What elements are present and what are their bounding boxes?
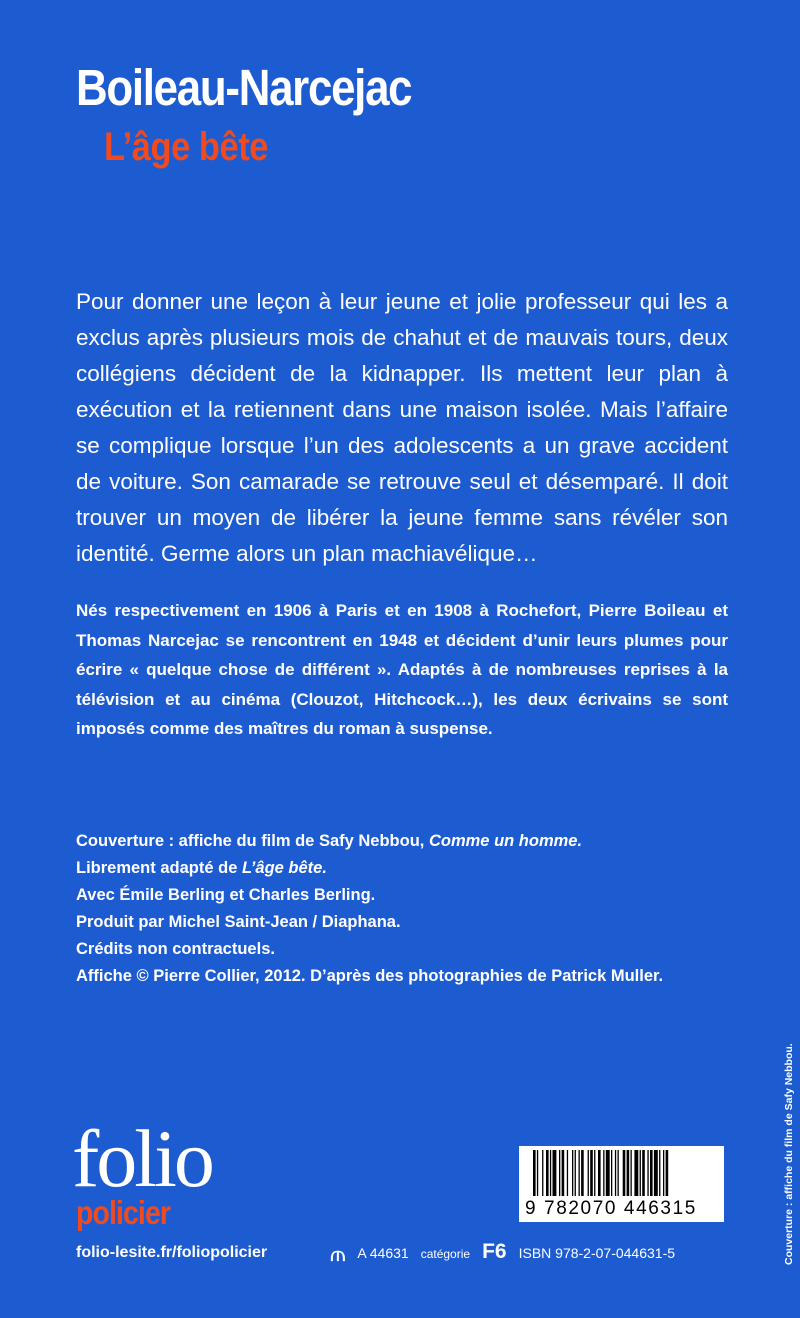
barcode-bar (553, 1150, 557, 1196)
gallimard-publisher-icon: ⫙ (330, 1241, 346, 1266)
barcode-bar (666, 1150, 669, 1196)
barcode-bar (542, 1150, 543, 1196)
adapted-title: L’âge bête. (241, 859, 327, 877)
barcode-bar (627, 1150, 630, 1196)
barcode-bar (650, 1150, 653, 1196)
barcode-bar (654, 1150, 658, 1196)
barcode-bar (642, 1150, 645, 1196)
category-code: F6 (482, 1240, 507, 1263)
credit-line-disclaimer: Crédits non contractuels. (76, 940, 275, 958)
barcode-bar (575, 1150, 576, 1196)
barcode-bar (550, 1150, 551, 1196)
barcode-bar (659, 1150, 660, 1196)
credit-line-producer: Produit par Michel Saint-Jean / Diaphana. (76, 913, 401, 931)
collection-logo: policier (76, 1194, 171, 1231)
film-title: Comme un homme. (428, 832, 583, 850)
barcode-bar (647, 1150, 648, 1196)
barcode-bar (634, 1150, 638, 1196)
barcode-bar (581, 1150, 584, 1196)
barcode-bar (579, 1150, 580, 1196)
barcode-bar (588, 1150, 589, 1196)
credit-line-poster: Affiche © Pierre Collier, 2012. D’après des photographies de Patrick Muller. (76, 967, 664, 985)
author-name: Boileau-Narcejac (76, 59, 412, 116)
barcode-bar (537, 1150, 538, 1196)
isbn: ISBN 978-2-07-044631-5 (518, 1245, 676, 1261)
folio-logo: folio (72, 1113, 212, 1204)
website-url: folio-lesite.fr/foliopolicier (76, 1244, 268, 1261)
barcode-bar (572, 1150, 573, 1196)
credit-line-adaptation-text: Librement adapté de (76, 859, 242, 877)
barcode-bar (559, 1150, 560, 1196)
barcode-bar (562, 1150, 565, 1196)
category-label: catégorie (420, 1247, 471, 1261)
vertical-cover-credit: Couverture : affiche du film de Safy Nebbou. (783, 1043, 795, 1265)
reference-info (330, 1240, 675, 1264)
barcode-bar (611, 1150, 612, 1196)
barcode-digits: 9 782070 446315 (525, 1198, 697, 1219)
barcode-bar (567, 1150, 568, 1196)
barcode-bar (606, 1150, 610, 1196)
summary-paragraph: Pour donner une leçon à leur jeune et jolie professeur qui les a exclus après plusieurs mois de chahut et de mauvais tours, deux collégiens décident de la kidnapper. Ils mettent leur plan à exécution et la retiennent dans une maison isolée. Mais l’affaire se complique lorsque l’un des adolescents a un grave accident de voiture. Son camarade se retrouve seul et désemparé. Il doit trouver un moyen de libérer la jeune femme sans révéler son identité. Germe alors un plan machiavélique… (76, 289, 728, 566)
reference-code: A 44631 (357, 1245, 409, 1261)
barcode-bar (640, 1150, 641, 1196)
credit-line-cover (76, 828, 776, 855)
barcode-bar (615, 1150, 616, 1196)
barcode-bar (618, 1150, 619, 1196)
barcode-bar (603, 1150, 604, 1196)
barcode-bar (598, 1150, 601, 1196)
cover-credits (76, 828, 776, 990)
credit-line-cover-text: Couverture : affiche du film de Safy Nebbou, (76, 832, 429, 850)
author-bio-paragraph: Nés respectivement en 1906 à Paris et en 1908 à Rochefort, Pierre Boileau et Thomas Narcejac se rencontrent en 1948 et décident d’unir leurs plumes pour écrire « quelque chose de différent ». Adaptés à de nombreuses reprises à la télévision et au cinéma (Clouzot, Hitchcock…), les deux écrivains se sont imposés comme des maîtres du roman à suspense. (76, 601, 728, 738)
barcode-bar (590, 1150, 593, 1196)
book-title: L’âge bête (104, 125, 268, 169)
barcode-bar (631, 1150, 632, 1196)
barcode-bar (546, 1150, 549, 1196)
credit-line-cast: Avec Émile Berling et Charles Berling. (76, 886, 376, 904)
barcode-bars (519, 1146, 724, 1198)
credit-line-adaptation (76, 855, 776, 882)
barcode-bar (594, 1150, 595, 1196)
barcode-bar (533, 1150, 536, 1196)
barcode-bar (663, 1150, 664, 1196)
barcode (519, 1146, 724, 1222)
barcode-bar (623, 1150, 626, 1196)
